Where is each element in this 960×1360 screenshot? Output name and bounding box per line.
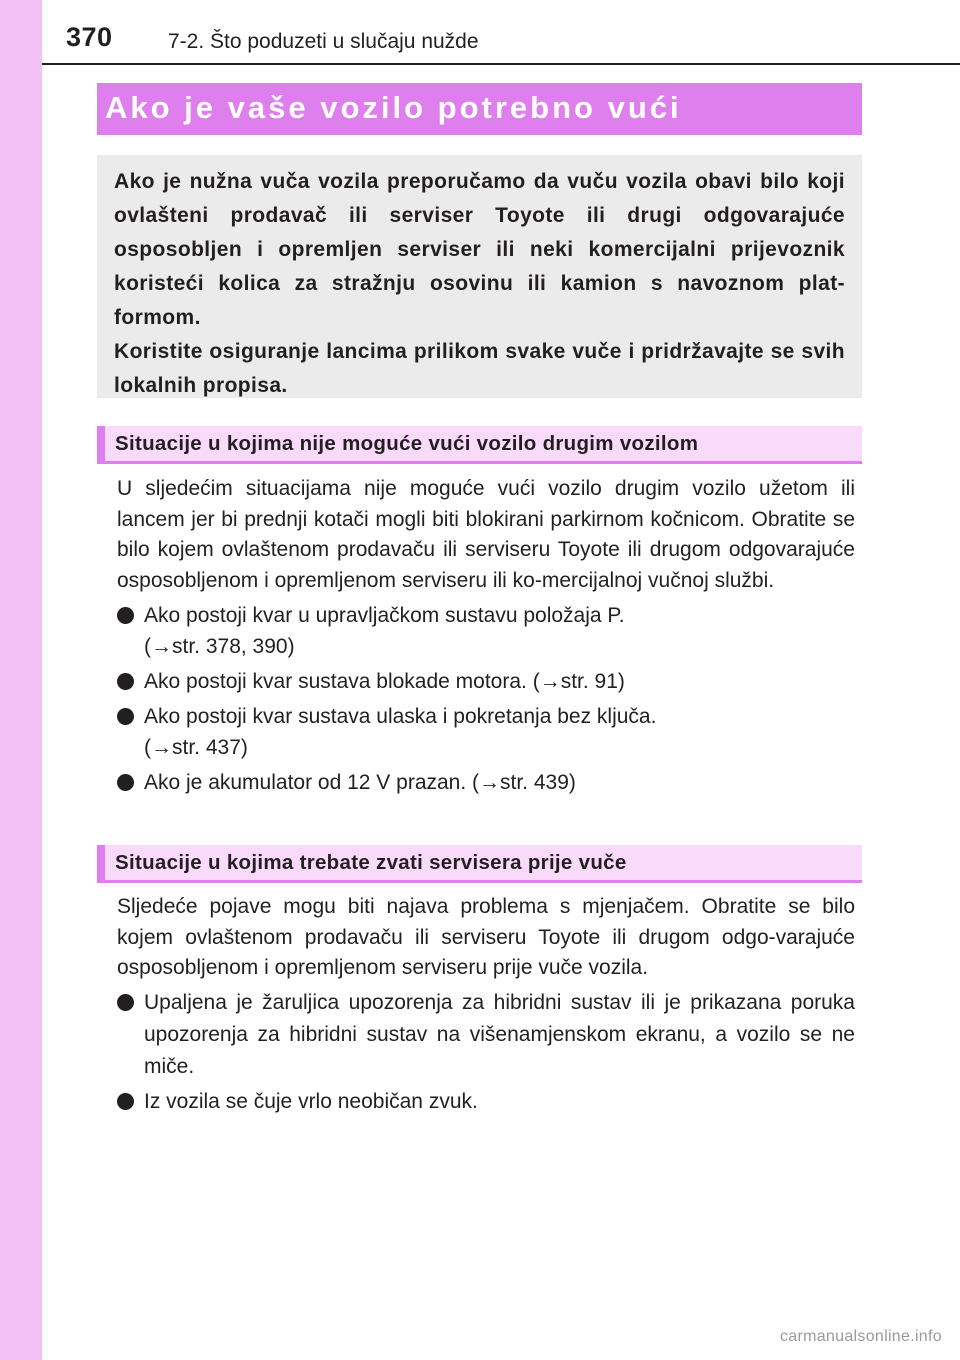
bullet-icon (117, 1093, 134, 1110)
watermark: carmanualsonline.info (780, 1328, 942, 1345)
intro-paragraph-2: Koristite osiguranje lancima prilikom svake vuče i pridržavajte se svih lokalnih propisa. (114, 340, 845, 397)
list-item (117, 767, 855, 798)
bullet-icon (117, 994, 134, 1011)
list-item (117, 701, 855, 763)
running-header-title: 7-2. Što poduzeti u slučaju nužde (168, 30, 479, 53)
section-1-bullet-list (117, 600, 855, 798)
header-divider (42, 63, 960, 65)
list-item-text: Ako postoji kvar u upravljačkom sustavu položaja P. (144, 604, 625, 627)
intro-paragraph-1: Ako je nužna vuča vozila preporučamo da vuču vozila obavi bilo koji ovlašteni prodavač ili serviser Toyote ili drugi odgovarajuće osposobljen i opremljen serviser ili neki komercijalni prijevoznik koristeći kolica za stražnju osovinu ili kamion s navoznom plat-formom. (114, 170, 845, 329)
list-item-text: Upaljena je žaruljica upozorenja za hibridni sustav ili je prikazana poruka upozorenja za hibridni sustav na višenamjenskom ekranu, a vozilo se ne miče. (144, 990, 855, 1078)
intro-box (97, 155, 862, 398)
list-item-text: Iz vozila se čuje vrlo neobičan zvuk. (144, 1089, 478, 1113)
section-2-content (117, 892, 855, 1118)
list-item-text: Ako je akumulator od 12 V prazan. (→str. 439) (144, 771, 576, 794)
left-margin-band (0, 0, 42, 1360)
bullet-icon (117, 708, 134, 725)
page-title-bar (97, 83, 862, 135)
section-1-content (117, 474, 855, 798)
page-reference: (→str. 437) (144, 736, 248, 759)
page-title: Ako je vaše vozilo potrebno vući (105, 90, 682, 125)
list-item-text: Ako postoji kvar sustava blokade motora. (→str. 91) (144, 670, 625, 693)
list-item (117, 600, 855, 662)
bullet-icon (117, 673, 134, 690)
bullet-icon (117, 774, 134, 791)
list-item-text: Ako postoji kvar sustava ulaska i pokretanja bez ključa. (144, 705, 657, 728)
section-2-bullet-list (117, 987, 855, 1118)
page-number: 370 (66, 22, 113, 52)
section-heading-bar-1 (97, 426, 862, 464)
section-heading-1: Situacije u kojima nije moguće vući vozilo drugim vozilom (115, 432, 699, 455)
section-heading-2: Situacije u kojima trebate zvati servisera prije vuče (115, 851, 627, 874)
section-heading-bar-2 (97, 845, 862, 883)
list-item (117, 666, 855, 697)
bullet-icon (117, 607, 134, 624)
section-2-paragraph: Sljedeće pojave mogu biti najava problema s mjenjačem. Obratite se bilo kojem ovlaštenom prodavaču ili serviseru Toyote ili drugom odgo-varajuće osposobljenom i opremljenom serviseru prije vuče vozila. (117, 895, 855, 979)
list-item (117, 987, 855, 1083)
page-reference: (→str. 378, 390) (144, 635, 295, 658)
section-1-paragraph: U sljedećim situacijama nije moguće vući vozilo drugim vozilo užetom ili lancem jer bi prednji kotači mogli biti blokirani parkirnom kočnicom. Obratite se bilo kojem ovlaštenom prodavaču ili serviseru Toyote ili drugom odgovarajuće osposobljenom i opremljenom serviseru ili ko-mercijalnoj vučnoj službi. (117, 477, 855, 592)
list-item (117, 1086, 855, 1118)
